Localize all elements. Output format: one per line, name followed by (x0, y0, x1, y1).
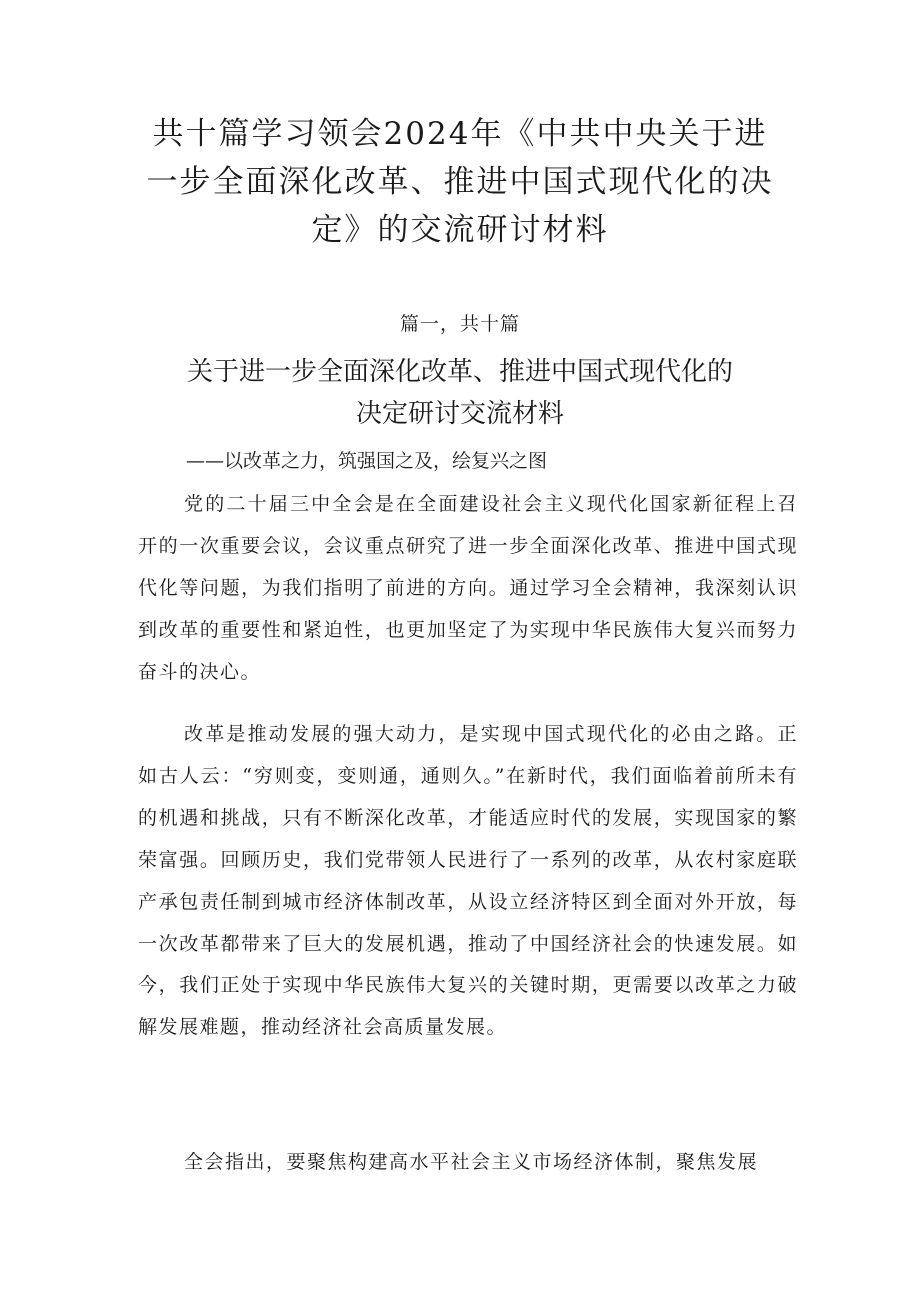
sub-title-line: 关于进一步全面深化改革、推进中国式现代化的 (186, 357, 733, 387)
body-paragraph: 党的二十届三中全会是在全面建设社会主义现代化国家新征程上召开的一次重要会议，会议重点研究了进一步全面深化改革、推进中国式现代化等问题，为我们指明了前进的方向。通过学习全会精神，我深刻认识到改革的重要性和紧迫性，也更加坚定了为实现中华民族伟大复兴而努力奋斗的决心。 (138, 493, 798, 683)
main-title-line: 定》的交流研讨材料 (311, 212, 609, 248)
tagline: ——以改革之力，筑强国之及，绘复兴之图 (186, 450, 548, 472)
section-label: 篇一，共十篇 (399, 313, 520, 335)
body-paragraph: 改革是推动发展的强大动力，是实现中国式现代化的必由之路。正如古人云：“穷则变，变则通，通则久。”在新时代，我们面临着前所未有的机遇和挑战，只有不断深化改革，才能适应时代的发展，实现国家的繁荣富强。回顾历史，我们党带领人民进行了一系列的改革，从农村家庭联产承包责任制到城市经济体制改革，从设立经济特区到全面对外开放，每一次改革都带来了巨大的发展机遇，推动了中国经济社会的快速发展。如今，我们正处于实现中华民族伟大复兴的关键时期，更需要以改革之力破解发展难题，推动经济社会高质量发展。 (138, 723, 798, 1039)
main-title-line: 一步全面深化改革、推进中国式现代化的决 (146, 164, 774, 200)
sub-title (160, 351, 760, 435)
sub-title-line: 决定研讨交流材料 (355, 399, 564, 429)
main-title-line: 共十篇学习领会2024年《中共中央关于进 (152, 116, 768, 152)
main-title (120, 110, 800, 254)
body-paragraph: 全会指出，要聚焦构建高水平社会主义市场经济体制，聚焦发展 (184, 1151, 759, 1173)
